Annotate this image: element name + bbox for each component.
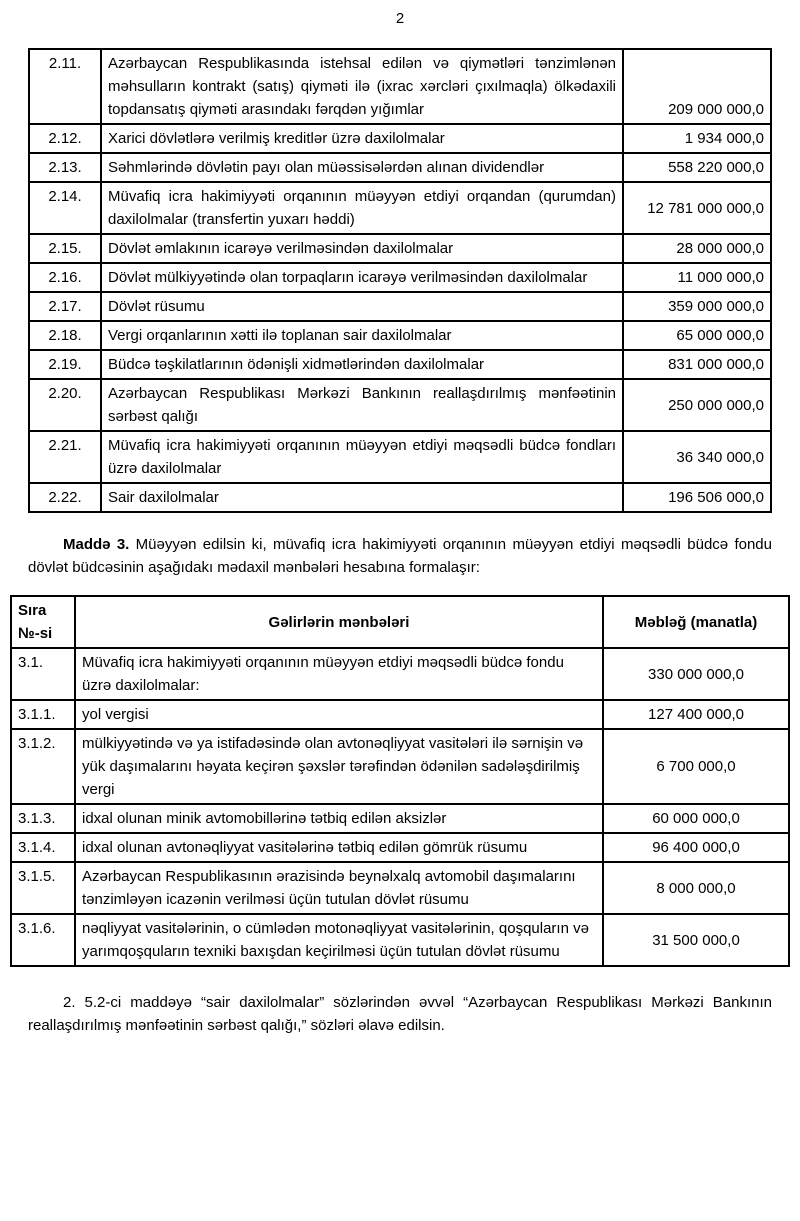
- table-row: [11, 804, 789, 833]
- table-row: [11, 700, 789, 729]
- target-fund-table: [10, 595, 790, 967]
- row-number-cell: 3.1.6.: [11, 914, 75, 966]
- table-row: [29, 153, 771, 182]
- row-amount-cell: 65 000 000,0: [623, 321, 771, 350]
- table-row: [29, 234, 771, 263]
- row-number-cell: 2.20.: [29, 379, 101, 431]
- row-amount-cell: 127 400 000,0: [603, 700, 789, 729]
- row-amount-cell: 8 000 000,0: [603, 862, 789, 914]
- row-text-cell: Dövlət rüsumu: [101, 292, 623, 321]
- row-text-cell: yol vergisi: [75, 700, 603, 729]
- header-mebleg-manatla: Məbləğ (manatla): [603, 596, 789, 648]
- row-number-cell: 3.1.: [11, 648, 75, 700]
- table2-body: [11, 648, 789, 966]
- table-row: [11, 833, 789, 862]
- row-amount-cell: 330 000 000,0: [603, 648, 789, 700]
- table-row: [29, 321, 771, 350]
- row-number-cell: 3.1.3.: [11, 804, 75, 833]
- table-row: [11, 729, 789, 804]
- page-number: 2: [395, 10, 405, 27]
- row-text-cell: mülkiyyətində və ya istifadəsində olan avtonəqliyyat vasitələri ilə sərnişin və yük daşımalarını həyata keçirən şəxslər tərəfindən ödənilən sadələşdirilmiş vergi: [75, 729, 603, 804]
- row-text-cell: Səhmlərində dövlətin payı olan müəssisələrdən alınan dividendlər: [101, 153, 623, 182]
- row-text-cell: Xarici dövlətlərə verilmiş kreditlər üzrə daxilolmalar: [101, 124, 623, 153]
- row-text-cell: idxal olunan avtonəqliyyat vasitələrinə tətbiq edilən gömrük rüsumu: [75, 833, 603, 862]
- row-text-cell: Müvafiq icra hakimiyyəti orqanının müəyyən etdiyi orqandan (qurumdan) daxilolmalar (transfertin yuxarı həddi): [101, 182, 623, 234]
- row-text-cell: Dövlət mülkiyyətində olan torpaqların icarəyə verilməsindən daxilolmalar: [101, 263, 623, 292]
- row-number-cell: 3.1.4.: [11, 833, 75, 862]
- row-amount-cell: 96 400 000,0: [603, 833, 789, 862]
- table-row: [29, 483, 771, 512]
- row-amount-cell: 6 700 000,0: [603, 729, 789, 804]
- row-number-cell: 2.17.: [29, 292, 101, 321]
- row-text-cell: Müvafiq icra hakimiyyəti orqanının müəyyən etdiyi məqsədli büdcə fondları üzrə daxilolmalar: [101, 431, 623, 483]
- table-row: [11, 914, 789, 966]
- table-row: [11, 648, 789, 700]
- row-number-cell: 2.12.: [29, 124, 101, 153]
- row-number-cell: 3.1.2.: [11, 729, 75, 804]
- revenues-table: [28, 48, 772, 513]
- row-number-cell: 2.22.: [29, 483, 101, 512]
- row-text-cell: Sair daxilolmalar: [101, 483, 623, 512]
- row-amount-cell: 36 340 000,0: [623, 431, 771, 483]
- table-row: [29, 379, 771, 431]
- row-amount-cell: 558 220 000,0: [623, 153, 771, 182]
- row-text-cell: Azərbaycan Respublikası Mərkəzi Bankının reallaşdırılmış mənfəətinin sərbəst qalığı: [101, 379, 623, 431]
- table-row: [29, 431, 771, 483]
- row-number-cell: 2.21.: [29, 431, 101, 483]
- paragraph-madde-3: [28, 533, 772, 579]
- table-row: [29, 350, 771, 379]
- row-text-cell: Büdcə təşkilatlarının ödənişli xidmətlərindən daxilolmalar: [101, 350, 623, 379]
- row-amount-cell: 250 000 000,0: [623, 379, 771, 431]
- row-amount-cell: 1 934 000,0: [623, 124, 771, 153]
- row-number-cell: 2.18.: [29, 321, 101, 350]
- table-row: [29, 263, 771, 292]
- row-amount-cell: 12 781 000 000,0: [623, 182, 771, 234]
- table1-body: [29, 49, 771, 512]
- row-number-cell: 2.13.: [29, 153, 101, 182]
- row-number-cell: 2.11.: [29, 49, 101, 124]
- table-row: [29, 124, 771, 153]
- row-number-cell: 3.1.5.: [11, 862, 75, 914]
- row-number-cell: 2.19.: [29, 350, 101, 379]
- paragraph-madde-3-text: Müəyyən edilsin ki, müvafiq icra hakimiyyəti orqanının müəyyən etdiyi məqsədli büdcə fondu dövlət büdcəsinin aşağıdakı mədaxil mənbələri hesabına formalaşır:: [28, 536, 772, 576]
- row-amount-cell: 831 000 000,0: [623, 350, 771, 379]
- paragraph-lead: Maddə 3.: [63, 536, 130, 553]
- table-row: [29, 182, 771, 234]
- header-gelirlerin-menbeleri: Gəlirlərin mənbələri: [75, 596, 603, 648]
- row-number-cell: 2.14.: [29, 182, 101, 234]
- row-text-cell: Dövlət əmlakının icarəyə verilməsindən daxilolmalar: [101, 234, 623, 263]
- table-row: [29, 49, 771, 124]
- row-amount-cell: 196 506 000,0: [623, 483, 771, 512]
- row-number-cell: 2.16.: [29, 263, 101, 292]
- table-header-row: [11, 596, 789, 648]
- header-sira-no: Sıra №-si: [11, 596, 75, 648]
- row-amount-cell: 11 000 000,0: [623, 263, 771, 292]
- row-text-cell: Azərbaycan Respublikasında istehsal edilən və qiymətləri tənzimlənən məhsulların kontrakt (satış) qiyməti ilə (ixrac xərcləri çıxılmaqla) ölkədaxili topdansatış qiyməti arasındakı fərqdən yığımlar: [101, 49, 623, 124]
- row-text-cell: nəqliyyat vasitələrinin, o cümlədən motonəqliyyat vasitələrinin, qoşquların və yarımqoşquların texniki baxışdan keçirilməsi üçün tutulan dövlət rüsumu: [75, 914, 603, 966]
- row-amount-cell: 359 000 000,0: [623, 292, 771, 321]
- table-row: [11, 862, 789, 914]
- row-number-cell: 3.1.1.: [11, 700, 75, 729]
- row-text-cell: Azərbaycan Respublikasının ərazisində beynəlxalq avtomobil daşımalarını tənzimləyən icazənin verilməsi üçün tutulan dövlət rüsumu: [75, 862, 603, 914]
- paragraph-amendment: 2. 5.2-ci maddəyə “sair daxilolmalar” sözlərindən əvvəl “Azərbaycan Respublikası Mərkəzi Bankının reallaşdırılmış mənfəətinin sərbəst qalığı,” sözləri əlavə edilsin.: [28, 994, 772, 1034]
- row-text-cell: Müvafiq icra hakimiyyəti orqanının müəyyən etdiyi məqsədli büdcə fondu üzrə daxilolmalar:: [75, 648, 603, 700]
- row-text-cell: Vergi orqanlarının xətti ilə toplanan sair daxilolmalar: [101, 321, 623, 350]
- row-number-cell: 2.15.: [29, 234, 101, 263]
- row-amount-cell: 60 000 000,0: [603, 804, 789, 833]
- row-text-cell: idxal olunan minik avtomobillərinə tətbiq edilən aksizlər: [75, 804, 603, 833]
- row-amount-cell: 209 000 000,0: [623, 49, 771, 124]
- table-row: [29, 292, 771, 321]
- row-amount-cell: 28 000 000,0: [623, 234, 771, 263]
- row-amount-cell: 31 500 000,0: [603, 914, 789, 966]
- target-fund-table-wrap: [10, 595, 790, 967]
